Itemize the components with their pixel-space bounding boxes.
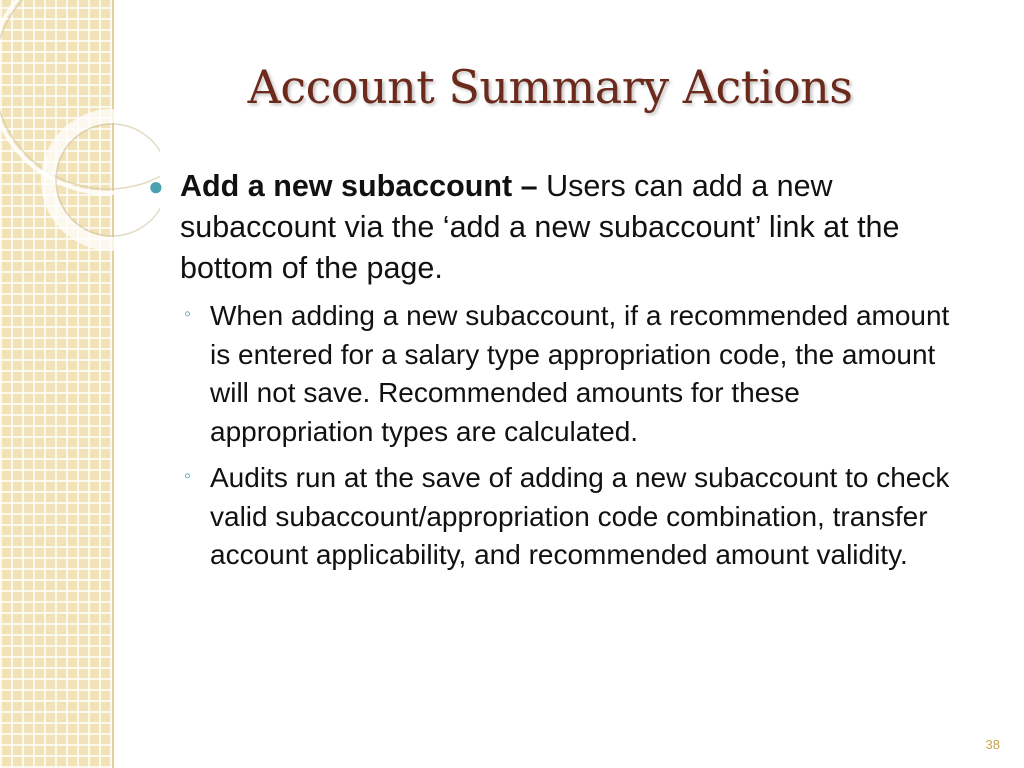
bullet-circle-icon: ◦	[184, 465, 192, 487]
slide-title: Account Summary Actions	[247, 60, 853, 114]
sub-bullet-text: Audits run at the save of adding a new subaccount to check valid subaccount/appropriation code combination, transfer account applicability, and recommended amount validity.	[210, 462, 950, 570]
main-bullet-lead: Add a new subaccount –	[180, 169, 538, 203]
small-decorative-ring-shadow	[56, 124, 160, 236]
main-bullet	[146, 166, 966, 289]
main-bullet-text: Users can add a new subaccount via the ‘add a new subaccount’ link at the bottom of the page.	[180, 169, 900, 285]
slide-content	[146, 166, 966, 575]
bullet-circle-icon: ◦	[184, 303, 192, 325]
page-number: 38	[985, 737, 1000, 752]
sub-bullet-text: When adding a new subaccount, if a recommended amount is entered for a salary type appropriation code, the amount will not save. Recommended amounts for these appropriation types are calculated.	[210, 300, 950, 447]
bullet-dot-icon: ●	[148, 171, 164, 201]
sub-bullet	[184, 297, 966, 451]
decorative-circles	[0, 0, 160, 300]
sub-bullet	[184, 459, 966, 575]
